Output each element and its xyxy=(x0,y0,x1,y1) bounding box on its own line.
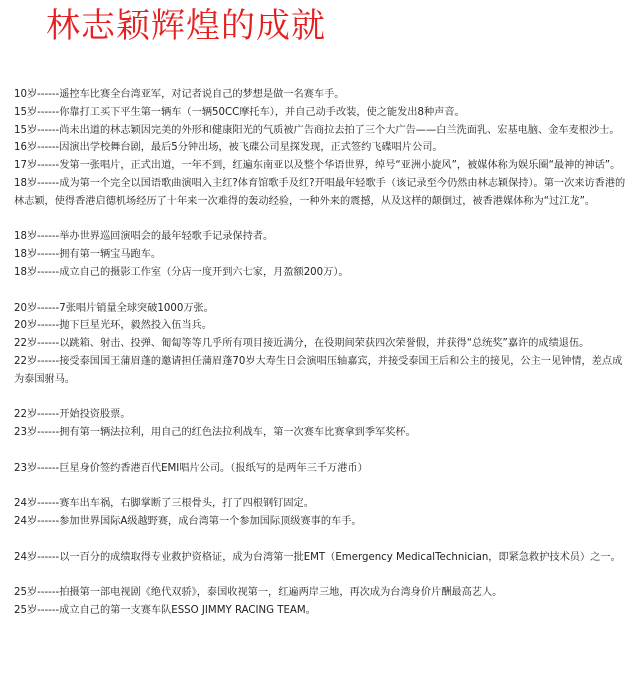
list-item: 23岁------巨星身价签约香港百代EMI唱片公司。（报纸写的是两年三千万港币） xyxy=(14,462,368,474)
list-item: 24岁------参加世界国际A级越野赛，成台湾第一个参加国际顶级赛事的车手。 xyxy=(14,516,362,528)
list-item: 25岁------拍摄第一部电视剧《绝代双骄》，泰国收视第一，红遍两岸三地，再次成为台湾身价片酬最高艺人。 xyxy=(14,587,503,599)
list-item: 20岁------抛下巨星光环，毅然投入伍当兵。 xyxy=(14,320,213,332)
list-item: 15岁------尚未出道的林志颖因完美的外形和健康阳光的气质被广告商拉去拍了三个大广告——白兰洗面乳、宏基电脑、金车麦根沙士。 xyxy=(14,124,620,136)
list-item: 20岁------7张唱片销量全球突破1000万张。 xyxy=(14,302,214,314)
page-title: 林志颖辉煌的成就 xyxy=(46,6,326,46)
list-item: 10岁------遥控车比赛全台湾亚军，对记者说自己的梦想是做一名赛车手。 xyxy=(14,89,345,100)
list-item: 18岁------举办世界巡回演唱会的最年轻歌手记录保持者。 xyxy=(14,231,274,243)
list-item: 24岁------以一百分的成绩取得专业救护资格证，成为台湾第一批EMT（Emergency MedicalTechnician，即紧急救护技术员）之一。 xyxy=(14,551,621,563)
achievement-list xyxy=(14,86,632,620)
list-item: 18岁------成为第一个完全以国语歌曲演唱入主红?体育馆歌手及红?开唱最年轻歌手（该记录至今仍然由林志颖保持）。第一次来访香港的林志颖，使得香港启德机场经历了十年来一次难得的轰动经验，一种外来的震撼，从及这样的颠倒过，被香港媒体称为“过江龙”。 xyxy=(14,177,626,207)
list-item: 25岁------成立自己的第一支赛车队ESSO JIMMY RACING TEAM。 xyxy=(14,605,316,617)
list-item: 22岁------以跳箱、射击、投弹、匍匐等等几乎所有项目接近满分，在役期间荣获四次荣誉假，并获得“总统奖”嘉许的成绩退伍。 xyxy=(14,338,590,350)
list-item: 17岁------发第一张唱片，正式出道，一年不到，红遍东南亚以及整个华语世界，绰号“亚洲小旋风”，被媒体称为娱乐圈“最神的神话”。 xyxy=(14,160,621,172)
list-item: 24岁------赛车出车祸，右脚掌断了三根骨头，打了四根钢钉固定。 xyxy=(14,498,314,510)
list-item: 18岁------成立自己的摄影工作室（分店一度开到六七家，月盈额200万）。 xyxy=(14,266,349,278)
list-item: 22岁------接受泰国国王蒲眉蓬的邀请担任蒲眉蓬70岁大寿生日会演唱压轴嘉宾，并接受泰国王后和公主的接见，公主一见钟情，差点成为泰国驸马。 xyxy=(14,355,623,385)
list-item: 23岁------拥有第一辆法拉利，用自己的红色法拉利战车，第一次赛车比赛拿到季军奖杯。 xyxy=(14,427,416,439)
list-item: 15岁------你靠打工买下平生第一辆车（一辆50CC摩托车），并自己动手改装，使之能发出8种声音。 xyxy=(14,106,465,118)
list-item: 18岁------拥有第一辆宝马跑车。 xyxy=(14,249,162,261)
list-item: 22岁------开始投资股票。 xyxy=(14,409,131,421)
list-item: 16岁------因演出学校舞台剧，最后5分钟出场，被飞碟公司星探发现，正式签约飞碟唱片公司。 xyxy=(14,142,443,154)
